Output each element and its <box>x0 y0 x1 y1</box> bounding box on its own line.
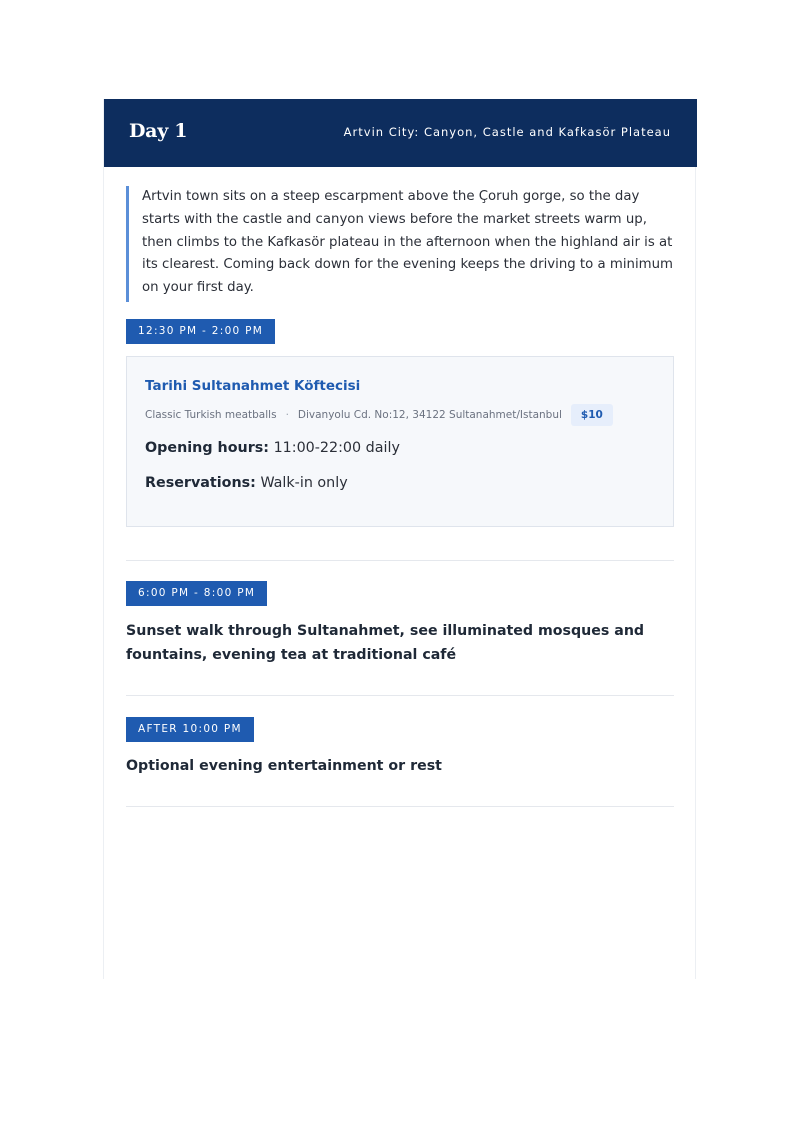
card-fade <box>104 939 695 979</box>
day-subtitle: Artvin City: Canyon, Castle and Kafkasör Plateau <box>343 125 671 139</box>
divider <box>126 560 674 561</box>
venue-cuisine: Classic Turkish meatballs <box>145 409 277 421</box>
venue-meta <box>145 404 613 426</box>
time-badge-night: AFTER 10:00 PM <box>126 717 254 742</box>
divider <box>126 695 674 696</box>
day-card <box>103 99 696 979</box>
time-badge-lunch: 12:30 PM - 2:00 PM <box>126 319 275 344</box>
day-intro: Artvin town sits on a steep escarpment above the Çoruh gorge, so the day starts with the castle and canyon views before the market streets warm up, then climbs to the Kafkasör plateau in the afternoon when the highland air is at its clearest. Coming back down for the evening keeps the driving to a minimum on your first day. <box>126 186 674 302</box>
activity-evening: Sunset walk through Sultanahmet, see illuminated mosques and fountains, evening tea at traditional café <box>126 623 645 663</box>
venue-name-link[interactable]: Tarihi Sultanahmet Köftecisi <box>145 378 361 394</box>
price-badge: $10 <box>571 404 613 426</box>
opening-hours <box>145 440 400 456</box>
reservations-value: Walk-in only <box>260 475 348 491</box>
day-header <box>104 99 697 167</box>
meta-separator: · <box>285 409 289 421</box>
activity-night: Optional evening entertainment or rest <box>126 758 442 774</box>
day-title: Day 1 <box>129 120 188 142</box>
reservations-label: Reservations: <box>145 475 256 491</box>
opening-hours-label: Opening hours: <box>145 440 270 456</box>
time-badge-evening: 6:00 PM - 8:00 PM <box>126 581 267 606</box>
venue-address: Divanyolu Cd. No:12, 34122 Sultanahmet/Istanbul <box>297 409 562 421</box>
opening-hours-value: 11:00-22:00 daily <box>273 440 400 456</box>
venue-card <box>126 356 674 527</box>
divider <box>126 806 674 807</box>
reservations <box>145 475 348 491</box>
